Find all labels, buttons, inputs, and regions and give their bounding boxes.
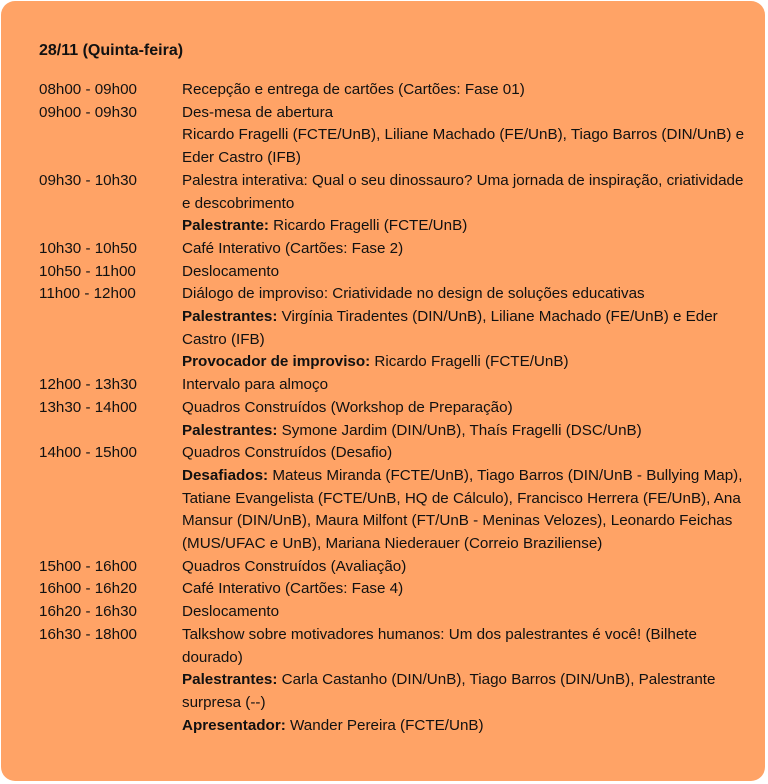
schedule-row xyxy=(39,170,749,238)
participant-names: Carla Castanho (DIN/UnB), Tiago Barros (DIN/UnB), Palestrante surpresa (--) xyxy=(182,671,716,711)
activity-description xyxy=(182,102,749,170)
activity-description xyxy=(182,397,749,442)
time-slot: 08h00 - 09h00 xyxy=(39,81,137,98)
activity-title: Diálogo de improviso: Criatividade no design de soluções educativas xyxy=(182,285,645,303)
participant-role: Desafiados: xyxy=(182,466,269,484)
participant-names: Ricardo Fragelli (FCTE/UnB) xyxy=(268,217,468,235)
activity-description xyxy=(182,261,749,284)
activity-title: Deslocamento xyxy=(182,603,280,621)
participant-names: Ricardo Fragelli (FCTE/UnB) xyxy=(370,353,569,371)
schedule-row xyxy=(39,79,749,102)
time-slot: 16h30 - 18h00 xyxy=(39,625,137,643)
participant-role: Apresentador: xyxy=(182,716,286,734)
schedule-row xyxy=(39,374,749,397)
schedule-row xyxy=(39,397,749,442)
schedule-card xyxy=(1,1,765,781)
activity-title: Deslocamento xyxy=(182,262,280,280)
schedule-row xyxy=(39,238,749,261)
activity-description xyxy=(182,374,749,397)
participant-role: Palestrantes: xyxy=(182,671,278,689)
time-slot: 09h00 - 09h30 xyxy=(39,103,137,121)
participant-role: Palestrantes: xyxy=(182,421,278,439)
participant-role: Palestrantes: xyxy=(182,308,278,326)
time-slot: 16h00 - 16h20 xyxy=(39,580,137,598)
participant-names: Wander Pereira (FCTE/UnB) xyxy=(285,716,484,734)
schedule-row xyxy=(39,556,749,579)
activity-title: Des-mesa de abertura xyxy=(182,103,334,121)
activity-description xyxy=(182,283,749,374)
participants-line xyxy=(182,306,749,351)
activity-participants: Ricardo Fragelli (FCTE/UnB), Liliane Machado (FE/UnB), Tiago Barros (DIN/UnB) e Eder Castro (IFB) xyxy=(182,126,745,167)
schedule-row xyxy=(39,261,749,284)
time-slot: 10h30 - 10h50 xyxy=(39,239,137,257)
activity-title: Café Interativo (Cartões: Fase 2) xyxy=(182,239,404,257)
schedule-row xyxy=(39,601,749,624)
day-title: 28/11 (Quinta-feira) xyxy=(39,42,184,59)
activity-description xyxy=(182,601,749,624)
participants-line xyxy=(182,420,749,443)
time-slot: 14h00 - 15h00 xyxy=(39,444,137,462)
activity-title: Talkshow sobre motivadores humanos: Um dos palestrantes é você! (Bilhete dourado) xyxy=(182,625,697,666)
participant-role: Palestrante: xyxy=(182,217,269,235)
schedule-row xyxy=(39,283,749,374)
participant-role: Provocador de improviso: xyxy=(182,353,371,371)
activity-title: Palestra interativa: Qual o seu dinossauro? Uma jornada de inspiração, criatividade e descobrimento xyxy=(182,171,744,212)
participant-names: Mateus Miranda (FCTE/UnB), Tiago Barros (DIN/UnB - Bullying Map), Tatiane Evangelista (FCTE/UnB, HQ de Cálculo), Francisco Herrera (FE/UnB), Ana Mansur (DIN/UnB), Maura Milfont (FT/UnB - Meninas Velozes), Leonardo Feichas (MUS/UFAC e UnB), Mariana Niederauer (Correio Braziliense) xyxy=(182,466,743,553)
activity-description xyxy=(182,442,749,556)
activity-title: Recepção e entrega de cartões (Cartões: Fase 01) xyxy=(182,81,525,98)
participants-line xyxy=(182,715,749,738)
schedule-row xyxy=(39,102,749,170)
activity-description xyxy=(182,624,749,738)
activity-description xyxy=(182,578,749,601)
schedule-row xyxy=(39,442,749,556)
participants-line xyxy=(182,465,749,556)
time-slot: 10h50 - 11h00 xyxy=(39,262,136,280)
participants-line xyxy=(182,669,749,714)
activity-description xyxy=(182,79,749,102)
schedule-row xyxy=(39,624,749,738)
time-slot: 11h00 - 12h00 xyxy=(39,285,136,303)
activity-description xyxy=(182,556,749,579)
activity-title: Quadros Construídos (Workshop de Preparação) xyxy=(182,398,513,416)
schedule-row xyxy=(39,578,749,601)
participant-names: Symone Jardim (DIN/UnB), Thaís Fragelli (DSC/UnB) xyxy=(277,421,642,439)
schedule-list xyxy=(39,79,749,737)
time-slot: 16h20 - 16h30 xyxy=(39,603,137,621)
participants-line xyxy=(182,215,749,238)
time-slot: 09h30 - 10h30 xyxy=(39,171,137,189)
time-slot: 13h30 - 14h00 xyxy=(39,398,137,416)
time-slot: 15h00 - 16h00 xyxy=(39,557,137,575)
participant-names: Virgínia Tiradentes (DIN/UnB), Liliane Machado (FE/UnB) e Eder Castro (IFB) xyxy=(182,308,718,348)
activity-title: Intervalo para almoço xyxy=(182,376,329,394)
activity-title: Quadros Construídos (Avaliação) xyxy=(182,557,407,575)
activity-title: Quadros Construídos (Desafio) xyxy=(182,444,393,462)
activity-title: Café Interativo (Cartões: Fase 4) xyxy=(182,580,404,598)
activity-description xyxy=(182,170,749,238)
activity-description xyxy=(182,238,749,261)
time-slot: 12h00 - 13h30 xyxy=(39,376,137,394)
participants-line xyxy=(182,351,749,374)
